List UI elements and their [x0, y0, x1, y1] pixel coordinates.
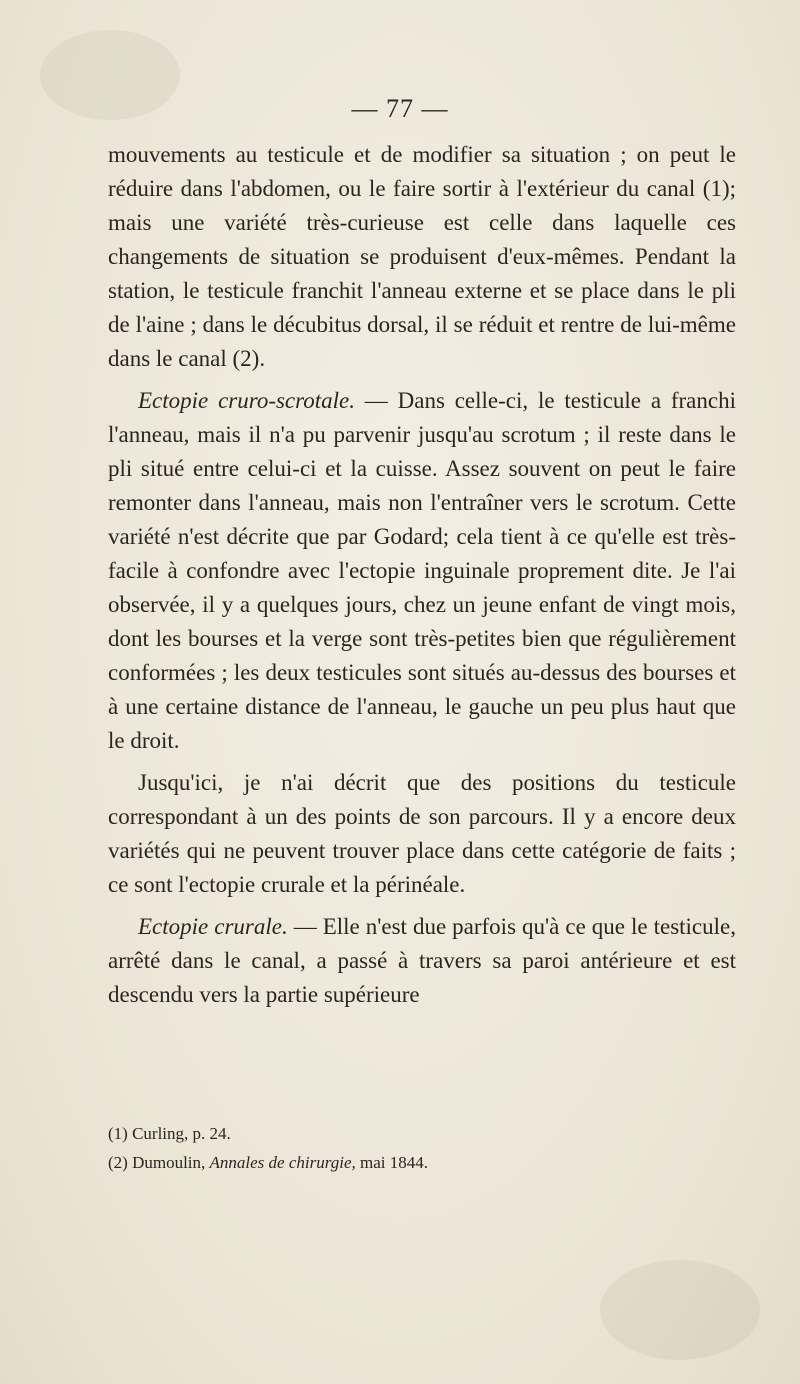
paragraph-text: — Dans celle-ci, le testicule a franchi l'anneau, mais il n'a pu parvenir jusqu'au scrotum ; il reste dans le pli situé entre celui-ci et la cuisse. Assez souvent on peut le faire remonter dans l'anneau, mais non l'entraîner vers le scrotum. Cette variété n'est décrite que par Godard; cela tient à ce qu'elle est très-facile à confondre avec l'ectopie inguinale proprement dite. Je l'ai observée, il y a quelques jours, chez un jeune enfant de vingt mois, dont les bourses et la verge sont très-petites bien que régulièrement conformées ; les deux testicules sont situés au-dessus des bourses et à une certaine distance de l'anneau, le gauche un peu plus haut que le droit. [108, 388, 736, 753]
footnote-title: Annales de chirurgie, [209, 1153, 356, 1172]
main-text [108, 138, 736, 1012]
footnote-marker: (2) [108, 1153, 128, 1172]
footnote-author: Curling, p. 24. [132, 1124, 231, 1143]
paragraph-text: Jusqu'ici, je n'ai décrit que des positions du testicule correspondant à un des points de son parcours. Il y a encore deux variétés qui ne peuvent trouver place dans cette catégorie de faits ; ce sont l'ectopie crurale et la périnéale. [108, 770, 736, 897]
paragraph [108, 138, 736, 376]
footnotes [108, 1119, 736, 1177]
paragraph [108, 384, 736, 758]
paper-stain [600, 1260, 760, 1360]
footnote-rest: mai 1844. [359, 1153, 428, 1172]
footnote-marker: (1) [108, 1124, 128, 1143]
paragraph [108, 766, 736, 902]
footnote-author: Dumoulin, [132, 1153, 206, 1172]
section-heading: Ectopie crurale. [138, 914, 288, 939]
footnote [108, 1119, 736, 1148]
page-number: — 77 — [351, 94, 449, 123]
section-heading: Ectopie cruro-scrotale. [138, 388, 355, 413]
paragraph-text: — Elle n'est due parfois qu'à ce que le testicule, arrêté dans le canal, a passé à travers sa paroi antérieure et est descendu vers la partie supérieure [108, 914, 736, 1007]
paragraph-text: mouvements au testicule et de modifier sa situation ; on peut le réduire dans l'abdomen, ou le faire sortir à l'extérieur du canal (1); mais une variété très-curieuse est celle dans laquelle ces changements de situation se produisent d'eux-mêmes. Pendant la station, le testicule franchit l'anneau externe et se place dans le pli de l'aine ; dans le décubitus dorsal, il se réduit et rentre de lui-même dans le canal (2). [108, 142, 736, 371]
paragraph [108, 910, 736, 1012]
footnote [108, 1148, 736, 1177]
